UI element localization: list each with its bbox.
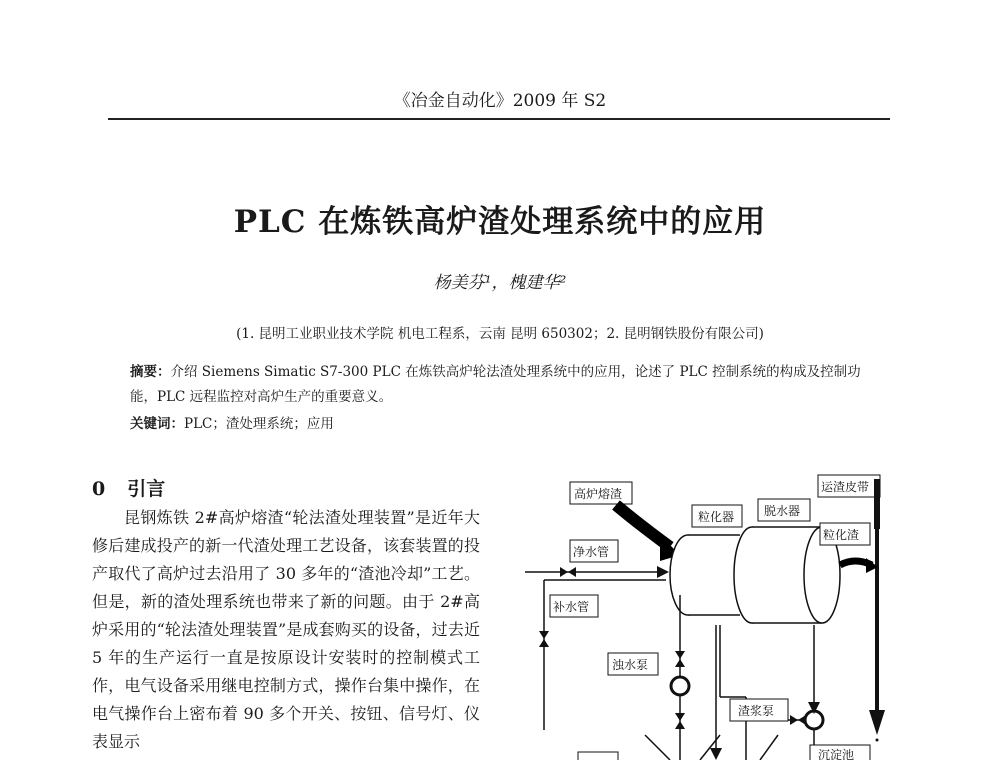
abstract-text: 介绍 Siemens Simatic S7-300 PLC 在炼铁高炉轮法渣处理系统中的应用，论述了 PLC 控制系统的构成及控制功能，PLC 远程监控对高炉生产的重要意义。 <box>130 364 861 405</box>
paper-title: PLC 在炼铁高炉渣处理系统中的应用 <box>233 204 767 240</box>
granulator-label: 粒化器 <box>698 510 735 524</box>
slurry-pump-label: 渣浆泵 <box>738 704 775 718</box>
granulated-slag-label: 粒化渣 <box>823 528 860 542</box>
journal-header: 《冶金自动化》2009 年 S2 <box>393 91 607 111</box>
granulator-body <box>688 535 740 615</box>
section-heading <box>92 474 187 501</box>
keywords-label: 关键词： <box>130 416 184 432</box>
blast-furnace-slag-label: 高炉熔渣 <box>574 487 623 501</box>
authors: 杨美芬¹，槐建华² <box>433 273 567 293</box>
conveyor-arrowhead <box>869 710 885 735</box>
makeup-water-valve <box>539 631 549 647</box>
makeup-water-pipe-label: 补水管 <box>553 600 590 614</box>
settling-tank-label: 沉淀池 <box>818 748 855 760</box>
abstract <box>130 360 872 410</box>
process-flow-diagram <box>520 465 895 760</box>
header-rule <box>108 118 890 120</box>
clean-water-pipe-label: 净水管 <box>573 545 610 559</box>
intro-body <box>92 504 480 756</box>
turbid-water-pump-icon <box>671 677 689 695</box>
keywords <box>130 412 872 432</box>
keywords-text: PLC；渣处理系统；应用 <box>184 416 334 432</box>
section-title: 引言 <box>127 478 166 500</box>
dewaterer-label: 脱水器 <box>764 504 801 518</box>
abstract-label: 摘要： <box>130 364 171 380</box>
conveyor-belt-label: 运渣皮带 <box>821 480 870 494</box>
section-number: 0 <box>92 478 106 500</box>
clean-water-valve <box>560 567 576 577</box>
turbid-water-pump-label: 浊水泵 <box>612 658 649 672</box>
slurry-pump-icon <box>805 711 823 729</box>
affiliation: (1. 昆明工业职业技术学院 机电工程系，云南 昆明 650302；2. 昆明钢铁股份有限公司) <box>236 326 764 342</box>
intro-paragraph: 昆钢炼铁 2#高炉熔渣“轮法渣处理装置”是近年大修后建成投产的新一代渣处理工艺设备，该套装置的投产取代了高炉过去沿用了 30 多年的“渣池冷却”工艺。但是，新的渣处理系统也带来了新的问题。由于 2#高炉采用的“轮法渣处理装置”是成套购买的设备，过去近 5 年的生产运行一直是按原设计安装时的控制模式工作，电气设备采用继电控制方式，操作台集中操作，在电气操作台上密布着 90 多个开关、按钮、信号灯、仪表显示 <box>92 508 480 751</box>
